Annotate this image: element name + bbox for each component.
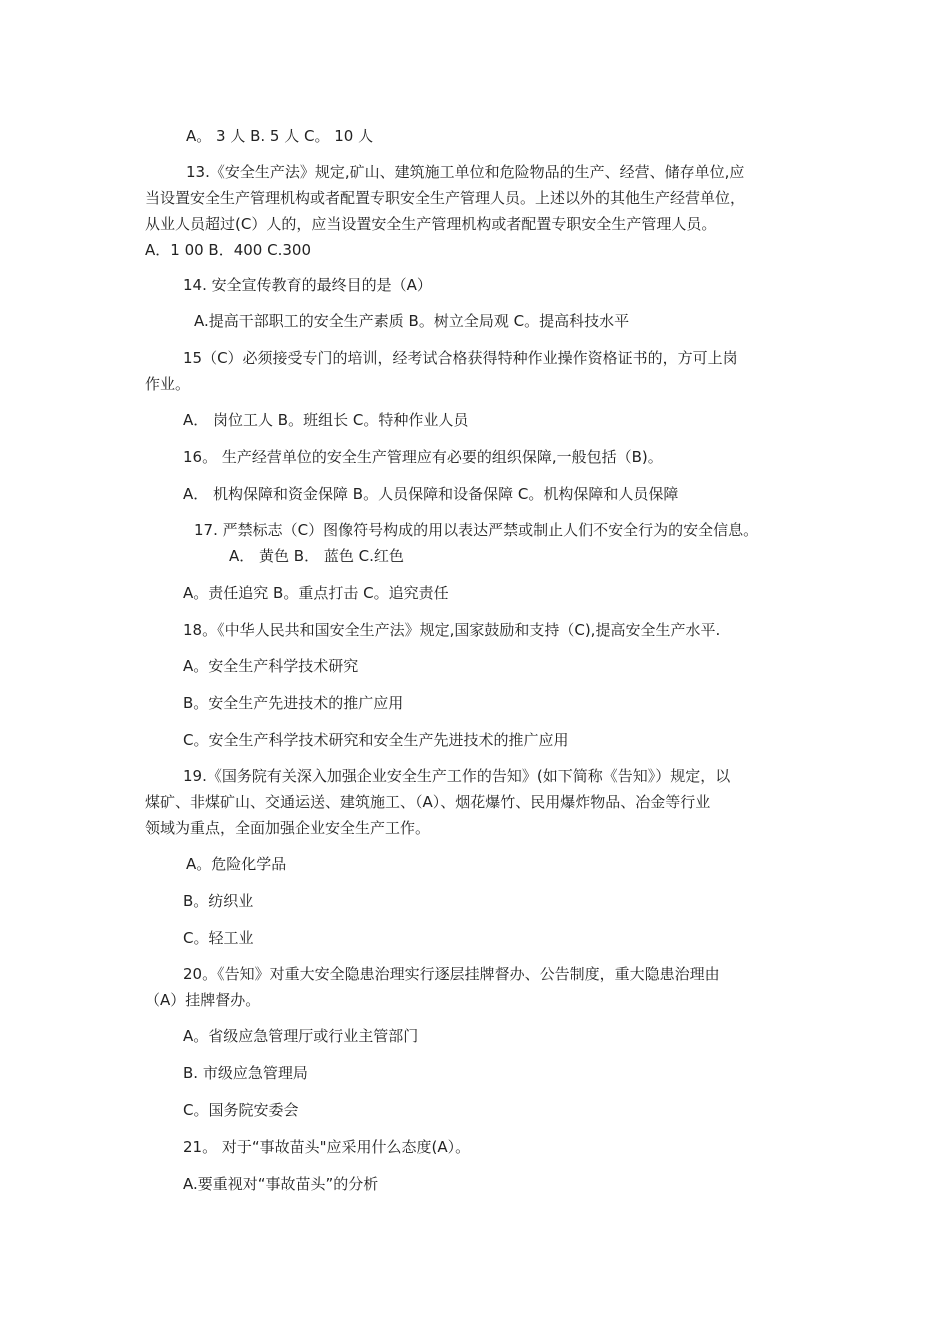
q17-options: A． 黄色 B． 蓝色 C.红色 [229, 547, 404, 565]
q18-text: 18。《中华人民共和国安全生产法》规定,国家鼓励和支持（C),提高安全生产水平. [183, 621, 721, 639]
q20-text-line-1: 20。《告知》对重大安全隐患治理实行逐层挂牌督办、公告制度，重大隐患治理由 [183, 965, 720, 983]
q20-text-line-2: （A）挂牌督办。 [145, 991, 261, 1009]
q17-text: 17. 严禁标志（C）图像符号构成的用以表达严禁或制止人们不安全行为的安全信息。 [194, 521, 759, 539]
q13-text-line-1: 13.《安全生产法》规定,矿山、建筑施工单位和危险物品的生产、经营、储存单位,应 [186, 163, 745, 181]
q13-text-line-2: 当设置安全生产管理机构或者配置专职安全生产管理人员。上述以外的其他生产经营单位， [145, 189, 746, 207]
q14-options: A.提高干部职工的安全生产素质 B。树立全局观 C。提高科技水平 [194, 312, 630, 330]
q14-text: 14. 安全宣传教育的最终目的是（A） [183, 276, 432, 294]
q18-option-c: C。安全生产科学技术研究和安全生产先进技术的推广应用 [183, 731, 569, 749]
q18-option-b: B。安全生产先进技术的推广应用 [183, 694, 404, 712]
q13-options: A．1 00 B．400 C.300 [145, 241, 311, 259]
q20-option-b: B. 市级应急管理局 [183, 1064, 308, 1082]
q13-text-line-3: 从业人员超过(C）人的，应当设置安全生产管理机构或者配置专职安全生产管理人员。 [145, 215, 717, 233]
q12-options: A。 3 人 B. 5 人 C。 10 人 [186, 127, 374, 145]
q21-text: 21。 对于“事故苗头"应采用什么态度(A）。 [183, 1138, 471, 1156]
q20-option-a: A。省级应急管理厅或行业主管部门 [183, 1027, 419, 1045]
q21-option-a: A.要重视对“事故苗头”的分析 [183, 1175, 379, 1193]
q15-text-line-2: 作业。 [145, 375, 191, 393]
q19-text-line-1: 19.《国务院有关深入加强企业安全生产工作的告知》(如下简称《告知》）规定，以 [183, 767, 731, 785]
q19-text-line-3: 领域为重点，全面加强企业安全生产工作。 [145, 819, 431, 837]
q19-option-a: A。危险化学品 [186, 855, 287, 873]
q20-option-c: C。国务院安委会 [183, 1101, 299, 1119]
q16-options: A． 机构保障和资金保障 B。人员保障和设备保障 C。机构保障和人员保障 [183, 485, 679, 503]
q15-options: A． 岗位工人 B。班组长 C。特种作业人员 [183, 411, 469, 429]
q19-text-line-2: 煤矿、非煤矿山、交通运送、建筑施工、（A）、烟花爆竹、民用爆炸物品、冶金等行业 [145, 793, 711, 811]
extra-options: A。责任追究 B。重点打击 C。追究责任 [183, 584, 449, 602]
q18-option-a: A。安全生产科学技术研究 [183, 657, 359, 675]
q19-option-c: C。轻工业 [183, 929, 254, 947]
q19-option-b: B。纺织业 [183, 892, 254, 910]
q15-text-line-1: 15（C）必须接受专门的培训，经考试合格获得特种作业操作资格证书的，方可上岗 [183, 349, 738, 367]
q16-text: 16。 生产经营单位的安全生产管理应有必要的组织保障,一般包括（B)。 [183, 448, 663, 466]
